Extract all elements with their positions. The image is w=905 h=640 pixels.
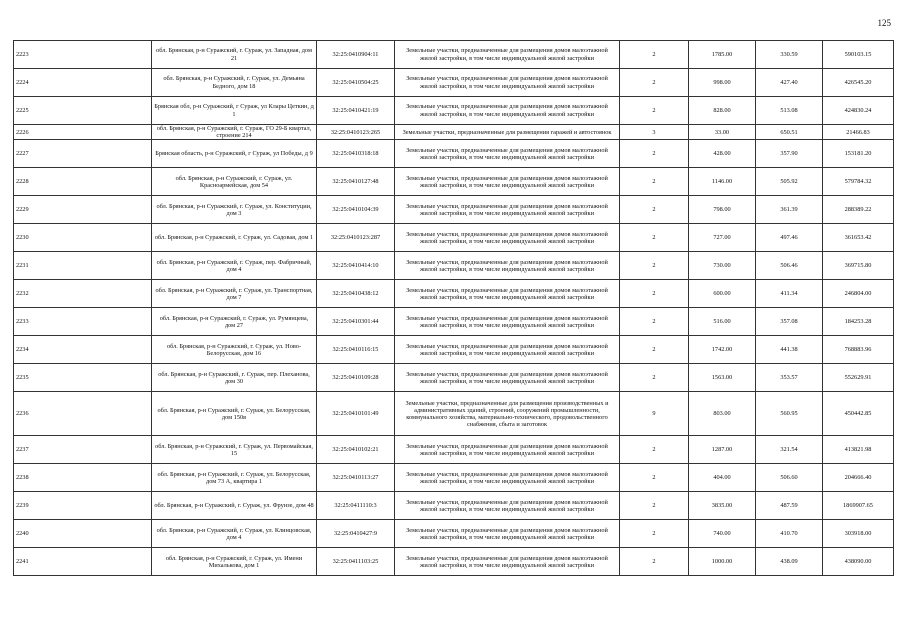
row-number-cell: 2225	[14, 97, 152, 125]
row-number-cell: 2240	[14, 520, 152, 548]
specific-value-cell: 513.08	[756, 97, 823, 125]
address-cell: обл. Брянская, р-н Суражский, г. Сураж, ул. Конституции, дом 3	[152, 196, 317, 224]
cadastral-number-cell: 32:25:0411110:3	[317, 492, 395, 520]
use-group-cell: 9	[620, 392, 689, 436]
land-use-cell: Земельные участки, предназначенные для размещения домов малоэтажной жилой застройки, в том числе индивидуальной жилой застройки	[395, 140, 620, 168]
area-cell: 1563.00	[689, 364, 756, 392]
use-group-cell: 2	[620, 97, 689, 125]
address-cell: обл. Брянская, р-н Суражский, г. Сураж, пер. Фабричный, дом 4	[152, 252, 317, 280]
cadastral-value-cell: 204666.40	[823, 464, 894, 492]
row-number-cell: 2232	[14, 280, 152, 308]
address-cell: обл. Брянская, р-н Суражский, г. Сураж, ул. Садовая, дом 1	[152, 224, 317, 252]
specific-value-cell: 506.46	[756, 252, 823, 280]
table-row	[14, 436, 894, 464]
area-cell: 803.00	[689, 392, 756, 436]
table-row	[14, 336, 894, 364]
specific-value-cell: 330.59	[756, 41, 823, 69]
address-cell: обл. Брянская, р-н Суражский, г. Сураж, ГО 29-Б квартал, строение 214	[152, 125, 317, 140]
specific-value-cell: 487.59	[756, 492, 823, 520]
land-use-cell: Земельные участки, предназначенные для размещения домов малоэтажной жилой застройки, в том числе индивидуальной жилой застройки	[395, 97, 620, 125]
address-cell: обл. Брянская, р-н Суражский, г. Сураж, ул. Транспортная, дом 7	[152, 280, 317, 308]
use-group-cell: 2	[620, 140, 689, 168]
table-row	[14, 140, 894, 168]
land-use-cell: Земельные участки, предназначенные для размещения домов малоэтажной жилой застройки, в том числе индивидуальной жилой застройки	[395, 464, 620, 492]
row-number-cell: 2227	[14, 140, 152, 168]
address-cell: обл. Брянская, р-н Суражский, г. Сураж, ул. Белорусская, дом 150в	[152, 392, 317, 436]
specific-value-cell: 438.09	[756, 548, 823, 576]
row-number-cell: 2223	[14, 41, 152, 69]
cadastral-value-cell: 768883.96	[823, 336, 894, 364]
area-cell: 428.00	[689, 140, 756, 168]
cadastral-number-cell: 32:25:0410102:21	[317, 436, 395, 464]
cadastral-value-cell: 1869907.65	[823, 492, 894, 520]
table-body	[14, 41, 894, 576]
cadastral-value-cell: 426545.20	[823, 69, 894, 97]
table-row	[14, 308, 894, 336]
row-number-cell: 2235	[14, 364, 152, 392]
table-row	[14, 548, 894, 576]
table-row	[14, 69, 894, 97]
cadastral-number-cell: 32:25:0410414:10	[317, 252, 395, 280]
row-number-cell: 2231	[14, 252, 152, 280]
specific-value-cell: 427.40	[756, 69, 823, 97]
cadastral-number-cell: 32:25:0410438:12	[317, 280, 395, 308]
land-use-cell: Земельные участки, предназначенные для размещения домов малоэтажной жилой застройки, в том числе индивидуальной жилой застройки	[395, 69, 620, 97]
specific-value-cell: 321.54	[756, 436, 823, 464]
address-cell: обл. Брянская, р-н Суражский, г. Сураж, ул. Клинцовская, дом 4	[152, 520, 317, 548]
cadastral-number-cell: 32:25:0411103:25	[317, 548, 395, 576]
cadastral-value-cell: 424830.24	[823, 97, 894, 125]
row-number-cell: 2234	[14, 336, 152, 364]
cadastral-number-cell: 32:25:0410113:27	[317, 464, 395, 492]
area-cell: 798.00	[689, 196, 756, 224]
land-use-cell: Земельные участки, предназначенные для размещения домов малоэтажной жилой застройки, в том числе индивидуальной жилой застройки	[395, 41, 620, 69]
specific-value-cell: 497.46	[756, 224, 823, 252]
use-group-cell: 2	[620, 224, 689, 252]
page-number: 125	[877, 18, 891, 28]
use-group-cell: 2	[620, 168, 689, 196]
cadastral-number-cell: 32:25:0410421:19	[317, 97, 395, 125]
use-group-cell: 2	[620, 492, 689, 520]
use-group-cell: 3	[620, 125, 689, 140]
cadastral-number-cell: 32:25:0410504:25	[317, 69, 395, 97]
row-number-cell: 2238	[14, 464, 152, 492]
cadastral-number-cell: 32:25:0410123:265	[317, 125, 395, 140]
address-cell: обл. Брянская, р-н Суражский, г. Сураж, ул. Западная, дом 21	[152, 41, 317, 69]
cadastral-value-table	[13, 40, 894, 576]
table-row	[14, 196, 894, 224]
cadastral-number-cell: 32:25:0410104:39	[317, 196, 395, 224]
cadastral-value-cell: 184253.28	[823, 308, 894, 336]
use-group-cell: 2	[620, 464, 689, 492]
cadastral-number-cell: 32:25:0410904:11	[317, 41, 395, 69]
address-cell: обл. Брянская, р-н Суражский, г. Сураж, ул. Ново-Белорусская, дом 16	[152, 336, 317, 364]
cadastral-number-cell: 32:25:0410301:44	[317, 308, 395, 336]
area-cell: 600.00	[689, 280, 756, 308]
specific-value-cell: 505.92	[756, 168, 823, 196]
address-cell: обл. Брянская, р-н Суражский, г. Сураж, ул. Румянцева, дом 27	[152, 308, 317, 336]
address-cell: обл. Брянская, р-н Суражский, г. Сураж, ул. Имени Михалькова, дом 1	[152, 548, 317, 576]
cadastral-value-cell: 21466.83	[823, 125, 894, 140]
table-row	[14, 125, 894, 140]
table-row	[14, 392, 894, 436]
table-row	[14, 168, 894, 196]
row-number-cell: 2228	[14, 168, 152, 196]
use-group-cell: 2	[620, 252, 689, 280]
row-number-cell: 2226	[14, 125, 152, 140]
area-cell: 828.00	[689, 97, 756, 125]
table-row	[14, 364, 894, 392]
cadastral-value-cell: 579784.32	[823, 168, 894, 196]
use-group-cell: 2	[620, 69, 689, 97]
use-group-cell: 2	[620, 41, 689, 69]
address-cell: обл. Брянская, р-н Суражский, г. Сураж, пер. Плеханова, дом 30	[152, 364, 317, 392]
cadastral-value-cell: 450442.85	[823, 392, 894, 436]
cadastral-number-cell: 32:25:0410127:48	[317, 168, 395, 196]
table-row	[14, 224, 894, 252]
use-group-cell: 2	[620, 548, 689, 576]
use-group-cell: 2	[620, 520, 689, 548]
land-use-cell: Земельные участки, предназначенные для размещения домов малоэтажной жилой застройки, в том числе индивидуальной жилой застройки	[395, 364, 620, 392]
table-row	[14, 280, 894, 308]
land-use-cell: Земельные участки, предназначенные для размещения гаражей и автостоянок	[395, 125, 620, 140]
address-cell: обл. Брянская, р-н Суражский, г. Сураж, ул. Фрунзе, дом 48	[152, 492, 317, 520]
address-cell: обл. Брянская, р-н Суражский, г. Сураж, ул. Красноармейская, дом 54	[152, 168, 317, 196]
area-cell: 1146.00	[689, 168, 756, 196]
table-row	[14, 492, 894, 520]
use-group-cell: 2	[620, 436, 689, 464]
area-cell: 727.00	[689, 224, 756, 252]
address-cell: обл. Брянская, р-н Суражский, г. Сураж, ул. Демьяна Бедного, дом 18	[152, 69, 317, 97]
cadastral-number-cell: 32:25:0410318:18	[317, 140, 395, 168]
cadastral-value-cell: 361653.42	[823, 224, 894, 252]
cadastral-number-cell: 32:25:0410123:287	[317, 224, 395, 252]
area-cell: 1785.00	[689, 41, 756, 69]
area-cell: 1742.00	[689, 336, 756, 364]
table-row	[14, 464, 894, 492]
row-number-cell: 2237	[14, 436, 152, 464]
land-use-cell: Земельные участки, предназначенные для размещения домов малоэтажной жилой застройки, в том числе индивидуальной жилой застройки	[395, 548, 620, 576]
land-use-cell: Земельные участки, предназначенные для размещения домов малоэтажной жилой застройки, в том числе индивидуальной жилой застройки	[395, 252, 620, 280]
land-use-cell: Земельные участки, предназначенные для размещения домов малоэтажной жилой застройки, в том числе индивидуальной жилой застройки	[395, 280, 620, 308]
cadastral-value-cell: 552629.91	[823, 364, 894, 392]
address-cell: Брянская обл, р-н Суражский, г Сураж, ул Клары Цеткин, д 1	[152, 97, 317, 125]
use-group-cell: 2	[620, 336, 689, 364]
table-row	[14, 41, 894, 69]
cadastral-value-cell: 303918.00	[823, 520, 894, 548]
land-use-cell: Земельные участки, предназначенные для размещения домов малоэтажной жилой застройки, в том числе индивидуальной жилой застройки	[395, 224, 620, 252]
specific-value-cell: 357.90	[756, 140, 823, 168]
address-cell: обл. Брянская, р-н Суражский, г. Сураж, ул. Первомайская, 15	[152, 436, 317, 464]
land-use-cell: Земельные участки, предназначенные для размещения домов малоэтажной жилой застройки, в том числе индивидуальной жилой застройки	[395, 168, 620, 196]
specific-value-cell: 650.51	[756, 125, 823, 140]
cadastral-number-cell: 32:25:0410116:15	[317, 336, 395, 364]
use-group-cell: 2	[620, 308, 689, 336]
cadastral-value-cell: 153181.20	[823, 140, 894, 168]
row-number-cell: 2229	[14, 196, 152, 224]
specific-value-cell: 361.39	[756, 196, 823, 224]
row-number-cell: 2230	[14, 224, 152, 252]
cadastral-value-cell: 246804.00	[823, 280, 894, 308]
area-cell: 730.00	[689, 252, 756, 280]
cadastral-number-cell: 32:25:0410109:28	[317, 364, 395, 392]
address-cell: обл. Брянская, р-н Суражский, г. Сураж, ул. Белорусская, дом 73 А, квартира 1	[152, 464, 317, 492]
cadastral-value-cell: 369715.80	[823, 252, 894, 280]
specific-value-cell: 353.57	[756, 364, 823, 392]
table-row	[14, 520, 894, 548]
use-group-cell: 2	[620, 280, 689, 308]
area-cell: 33.00	[689, 125, 756, 140]
land-use-cell: Земельные участки, предназначенные для размещения домов малоэтажной жилой застройки, в том числе индивидуальной жилой застройки	[395, 196, 620, 224]
cadastral-value-cell: 413821.98	[823, 436, 894, 464]
area-cell: 1287.00	[689, 436, 756, 464]
area-cell: 740.00	[689, 520, 756, 548]
cadastral-number-cell: 32:25:0410427:9	[317, 520, 395, 548]
cadastral-number-cell: 32:25:0410101:49	[317, 392, 395, 436]
area-cell: 1000.00	[689, 548, 756, 576]
row-number-cell: 2236	[14, 392, 152, 436]
table-row	[14, 97, 894, 125]
cadastral-value-cell: 590103.15	[823, 41, 894, 69]
area-cell: 998.00	[689, 69, 756, 97]
land-use-cell: Земельные участки, предназначенные для размещения домов малоэтажной жилой застройки, в том числе индивидуальной жилой застройки	[395, 520, 620, 548]
specific-value-cell: 411.34	[756, 280, 823, 308]
row-number-cell: 2233	[14, 308, 152, 336]
land-use-cell: Земельные участки, предназначенные для размещения производственных и административных зданий, строений, сооружений промышленности, коммунального хозяйства, материально-технического, продовольственного снабжения, сбыта и заготовок	[395, 392, 620, 436]
specific-value-cell: 441.38	[756, 336, 823, 364]
row-number-cell: 2224	[14, 69, 152, 97]
specific-value-cell: 560.95	[756, 392, 823, 436]
cadastral-value-cell: 438090.00	[823, 548, 894, 576]
area-cell: 404.00	[689, 464, 756, 492]
specific-value-cell: 357.08	[756, 308, 823, 336]
row-number-cell: 2239	[14, 492, 152, 520]
address-cell: Брянская область, р-н Суражский, г Сураж, ул Победы, д 9	[152, 140, 317, 168]
land-use-cell: Земельные участки, предназначенные для размещения домов малоэтажной жилой застройки, в том числе индивидуальной жилой застройки	[395, 308, 620, 336]
specific-value-cell: 410.70	[756, 520, 823, 548]
land-use-cell: Земельные участки, предназначенные для размещения домов малоэтажной жилой застройки, в том числе индивидуальной жилой застройки	[395, 336, 620, 364]
use-group-cell: 2	[620, 196, 689, 224]
land-use-cell: Земельные участки, предназначенные для размещения домов малоэтажной жилой застройки, в том числе индивидуальной жилой застройки	[395, 436, 620, 464]
cadastral-value-cell: 288389.22	[823, 196, 894, 224]
specific-value-cell: 506.60	[756, 464, 823, 492]
land-use-cell: Земельные участки, предназначенные для размещения домов малоэтажной жилой застройки, в том числе индивидуальной жилой застройки	[395, 492, 620, 520]
table-row	[14, 252, 894, 280]
area-cell: 3835.00	[689, 492, 756, 520]
use-group-cell: 2	[620, 364, 689, 392]
area-cell: 516.00	[689, 308, 756, 336]
row-number-cell: 2241	[14, 548, 152, 576]
